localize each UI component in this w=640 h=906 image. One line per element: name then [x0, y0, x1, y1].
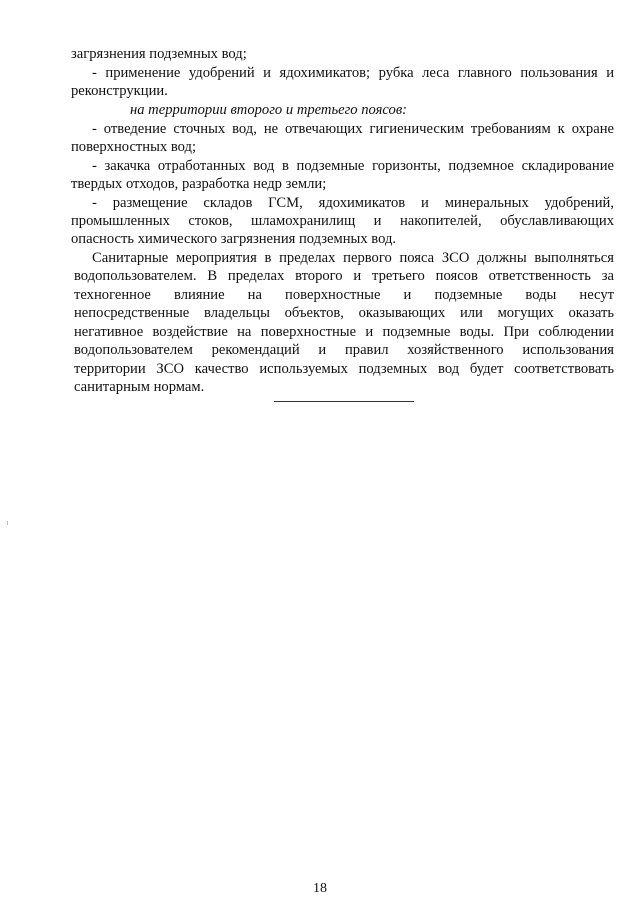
- text-line: водопользователем рекомендаций и правил хозяйственного использования: [74, 342, 614, 358]
- text-line: санитарным нормам.: [74, 379, 205, 395]
- text-line: промышленных стоков, шламохранилищ и накопителей, обуславливающих: [71, 213, 614, 229]
- text-line: непосредственные владельцы объектов, оказывающих или могущих оказать: [74, 305, 614, 321]
- text-line: - применение удобрений и ядохимикатов; рубка леса главного пользования и: [92, 65, 614, 81]
- text-line: техногенное влияние на поверхностные и подземные воды несут: [74, 287, 614, 303]
- text-line: реконструкции.: [71, 83, 168, 99]
- text-line: негативное воздействие на поверхностные и подземные воды. При соблюдении: [74, 324, 614, 340]
- text-line: твердых отходов, разработка недр земли;: [71, 176, 327, 192]
- text-line: - закачка отработанных вод в подземные горизонты, подземное складирование: [92, 158, 614, 174]
- section-subheading: на территории второго и третьего поясов:: [130, 102, 408, 118]
- text-line: водопользователем. В пределах второго и третьего поясов ответственность за: [74, 268, 614, 284]
- text-line: - отведение сточных вод, не отвечающих гигиеническим требованиям к охране: [92, 121, 614, 137]
- text-line: загрязнения подземных вод;: [71, 46, 247, 62]
- scan-speck: [7, 521, 8, 525]
- text-line: Санитарные мероприятия в пределах первого пояса ЗСО должны выполняться: [92, 250, 614, 266]
- end-of-text-rule: [274, 401, 414, 402]
- text-line: поверхностных вод;: [71, 139, 197, 155]
- text-line: опасность химического загрязнения подземных вод.: [71, 231, 397, 247]
- page-number: 18: [313, 881, 327, 896]
- text-line: - размещение складов ГСМ, ядохимикатов и минеральных удобрений,: [92, 195, 614, 211]
- text-line: территории ЗСО качество используемых подземных вод будет соответствовать: [74, 361, 614, 377]
